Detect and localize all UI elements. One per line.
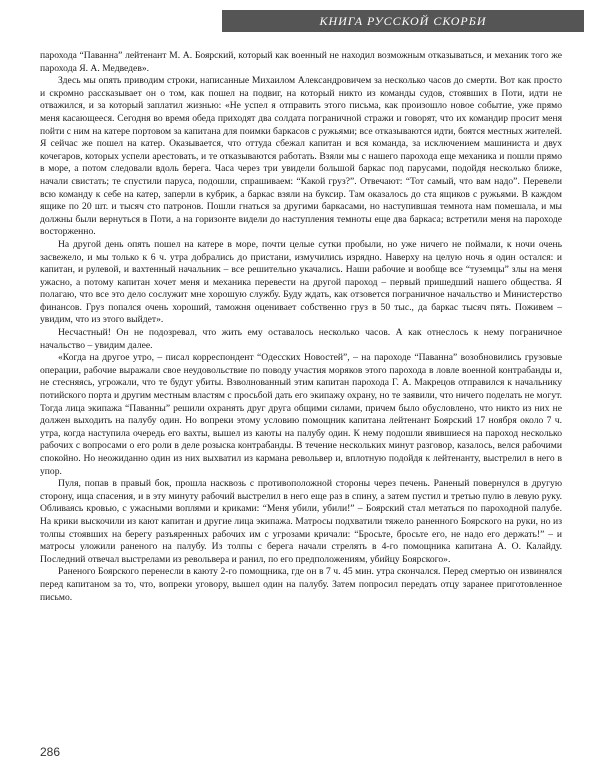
paragraph: Несчастный! Он не подозревал, что жить ему оставалось несколько часов. А как отнеслось к нему пограничное начальство – увидим далее.: [40, 327, 562, 351]
paragraph: Здесь мы опять приводим строки, написанные Михаилом Александровичем за несколько часов до смерти. Вот как просто и скромно рассказывает он о том, как пошел на подвиг, на который никто из команды судов, стоявших в Поти, идти не отважился, и за который заплатил жизнью: «Не успел я отправить этого письма, как произошло новое событие, уже прямо меня касающееся. Сегодня во время обеда приходят два солдата пограничной стражи и говорят, что их командир просит меня пойти с ним на катере портовом за капитана для поимки баркасов с ружьями; все отказываются идти, боятся местных жителей. Я сейчас же пошел на катер. Оказывается, что оттуда сбежал капитан и вся команда, за исключением машиниста и двух кочегаров, которых успели арестовать, и те отказываются работать. Взяли мы с нашего парохода еще механика и пошли прямо в море, а потом следовали вдоль берега. Часа через три увидели большой баркас под парусами, подойдя несколько ближе, начали свистать; те спустили паруса, подошли, спрашиваем: “Какой груз?”. Отвечают: “Тот самый, что вам надо”. Перевели всю команду к себе на катер, заперли в кубрик, а баркас взяли на буксир. Там оказалось до ста ящиков с ружьями. В каждом ящике по 20 шт. и тысяч сто патронов. Пошли гнаться за другими баркасами, но наступившая темнота нам помешала, и мы должны были вернуться в Поти, а на горизонте видели до наступления темноты еще два баркаса; встретили меня на пароходе восторженно.: [40, 75, 562, 238]
running-header: [222, 10, 584, 32]
page-number: 286: [40, 745, 61, 759]
paragraph: парохода “Паванна” лейтенант М. А. Боярский, который как военный не находил возможным отказываться, и механик того же парохода Я. А. Медведев».: [40, 50, 562, 74]
paragraph: «Когда на другое утро, – писал корреспондент “Одесских Новостей”, – на пароходе “Паванна” возобновились грузовые операции, рабочие выражали свое неудовольствие по поводу участия моряков этого парохода в ловле военной контрабанды и, не стесняясь, угрожали, что те будут убиты. Взволнованный этим капитан парохода Г. А. Макрецов отправился к начальнику потийского порта и другим местным властям с просьбой дать его экипажу охрану, но те заявили, что ничего поделать не могут. Тогда лица экипажа “Паванны” решили охранять друг друга общими силами, причем было обусловлено, что никто из них не должен выходить на палубу один. Но вопреки этому условию помощник капитана лейтенант Боярский 17 ноября около 7 ч. утра, когда наступила очередь его вахты, вышел из каюты на палубу один. К нему подошли явившиеся на пароход несколько рабочих с вопросами о его роли в деле розыска контрабанды. В течение нескольких минут разговор, казалось, велся рабочими спокойно. Но неожиданно один из них выхватил из кармана револьвер и, вплотную подойдя к лейтенанту, выстрелил в него в упор.: [40, 352, 562, 477]
running-header-title: КНИГА РУССКОЙ СКОРБИ: [319, 13, 487, 28]
paragraph: Раненого Боярского перенесли в каюту 2-го помощника, где он в 7 ч. 45 мин. утра скончался. Перед смертью он извинялся перед капитаном за то, что, вопреки уговору, вышел один на палубу. Затем попросил передать отцу заранее приготовленное письмо.: [40, 566, 562, 603]
paragraph: Пуля, попав в правый бок, прошла насквозь с противоположной стороны через печень. Раненый повернулся в другую сторону, ища спасения, и в эту минуту рабочий выстрелил в него еще раз в спину, а затем пустил и третью пулю в левую руку. Обливаясь кровью, с ужасными воплями и криками: “Меня убили, убили!” – Боярский стал метаться по пароходной палубе. На крики выскочили из кают капитан и другие лица экипажа. Матросы подхватили тяжело раненного Боярского на руки, но из толпы стоявших на берегу разъяренных рабочих им с угрозами кричали: “Бросьте, бросьте его, не надо его держать!” – и матросы уложили раненого на палубу. Из толпы с берега начали стрелять в 4-го помощника капитана А. О. Калайду. Последний отвечал выстрелами из револьвера и ранил, по его предположениям, убийцу Боярского».: [40, 478, 562, 565]
body-text: [40, 50, 562, 604]
paragraph: На другой день опять пошел на катере в море, почти целые сутки пробыли, но уже ничего не поймали, к ночи очень засвежело, и мы только к 6 ч. утра добрались до пристани, измучились изрядно. Наверху на целую ночь я один остался: и капитан, и рулевой, и вахтенный начальник – все решительно укачались. Наши рабочие и вообще все “туземцы” злы на меня ужасно, а потому капитан хочет меня и механика перевести на другой пароход – первый пришедший нашего общества. Я полагаю, что все это дело сослужит мне хорошую службу. Буду ждать, как отзовется пограничное начальство и Министерство финансов. Груз попался очень хороший, таможня оценивает собственно груз в 50 тыс., да баркас тысяч пять. Поживем – увидим, что из этого выйдет».: [40, 238, 562, 326]
